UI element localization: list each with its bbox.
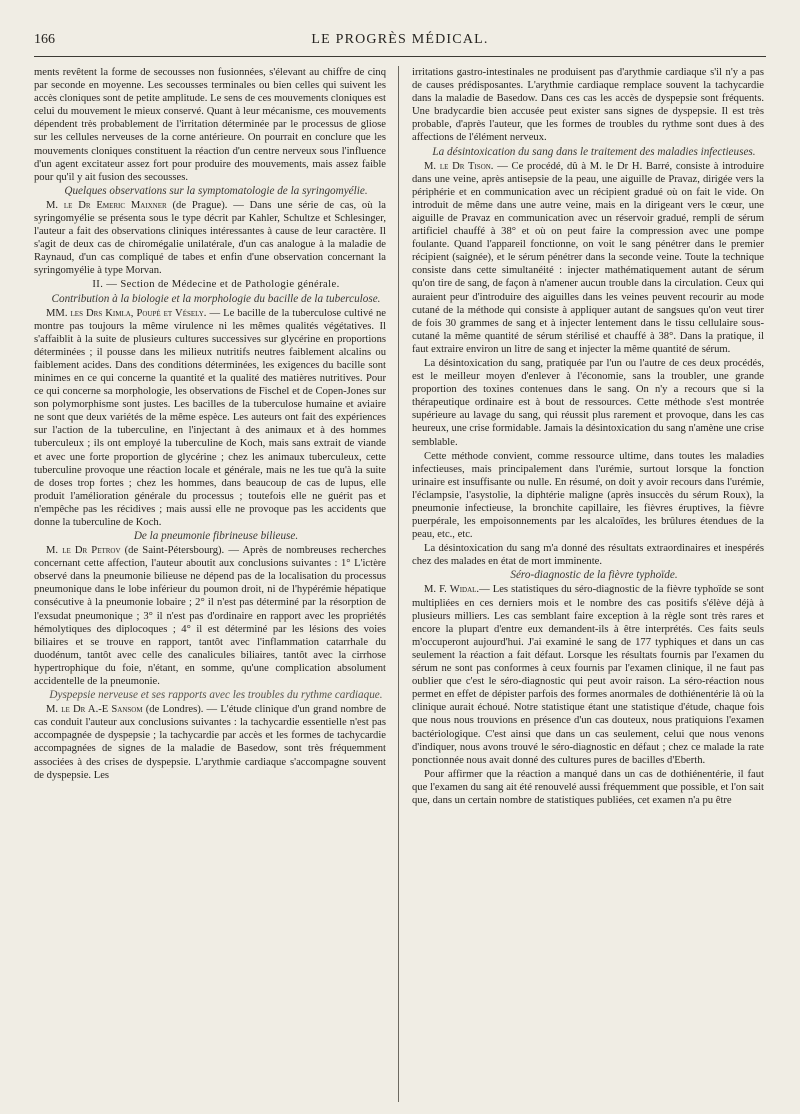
author-name: M. F. Widal. — [424, 584, 480, 596]
author-name: M. le Dr Emeric Maixner — [46, 199, 167, 211]
paragraph: M. le Dr Petrov (de Saint-Pétersbourg). — Après de nombreuses recherches concernant cette affection, l'auteur aboutit aux conclusions suivantes : 1° L'ictère observé dans la pneumonie bilieuse ne dépend pas de la localisation du processus pneumonique dans le lobe inférieur du poumon droit, ni de l'hypérémie hépatique consécutive à la pneumonie lobaire ; 2° il n'est pas déterminé par la résorption de l'exsudat pneumonique ; 3° il n'est pas d'ordinaire en rapport avec les propriétés hémolytiques des diplocoques ; 4° il est déterminé par les lésions des voies biliaires et se trouve en rapport, tantôt avec l'inflammation catarrhale du duodénum, tantôt avec celle des canalicules biliaires, tantôt avec la cirrhose hypertrophique du foie, n'étant, en somme, qu'une complication absolument accidentelle de la pneumonie. — [34, 545, 386, 688]
paragraph: M. le Dr Tison. — Ce procédé, dû à M. le Dr H. Barré, consiste à introduire dans une veine, après antisepsie de la peau, une aiguille de Pravaz, dirigée vers la périphérie et en communication avec un récipient gradué où on fait le vide. On introduit de même dans une autre veine, mais en la dirigeant vers le cœur, une aiguille de Pravaz en communication avec un réservoir gradué, rempli de sérum artificiel chauffé à 38° et où on peut faire la compression avec une pompe foulante. Quand l'appareil fonctionne, on voit le sang pénétrer dans le premier récipient (saignée), et le sérum pénétrer dans la seconde veine. Toute la technique consiste dans cette simultanéité : injecter mathématiquement autant de sérum qu'on tire de sang, de façon à n'amener aucun trouble dans la circulation. Ceux qui auraient peur d'introduire des aiguilles dans les veines peuvent recourir au mode cutané de la méthode qui consiste à appliquer autant de sangsues qu'on veut tirer de fois 30 grammes de sang et à injecter lentement dans le tissu cellulaire sous-cutané la même quantité de sérum stérilisé et chauffé à 38°. Dans la pratique, il faut extraire environ un litre de sang et injecter la même quantité de sérum. — [412, 160, 764, 355]
page-number: 166 — [34, 32, 55, 47]
paragraph: ments revêtent la forme de secousses non fusionnées, s'élevant au chiffre de cinq par seconde en moyenne. Les secousses terminales ou bien celles qui suivent les accès cloniques sont de petite amplitude. Le sens de ces mouvements cloniques est celui du mouvement le mieux conservé. Quant à leur mécanisme, ces mouvements dépendent très probablement de l'irritation déterminée par le processus de gliose sur les cellules nerveuses de la corne antérieure. On pourrait en conclure que les mouvements cloniques constituent la réaction d'un centre nerveux sous l'influence d'un agent excitateur assez fort pour produire des mouvements, mais assez faible pour qu'il y ait fusion des secousses. — [34, 67, 386, 183]
article-heading: Séro-diagnostic de la fièvre typhoïde. — [510, 569, 678, 582]
paragraph: M. le Dr Emeric Maixner (de Prague). — Dans une série de cas, où la syringomyélie se présenta sous le type décrit par Kahler, Schultze et Schlesinger, l'auteur a fait des observations cliniques intéressantes à cause de leur caractère. Il s'agit de deux cas de chiromégalie unilatérale, d'un cas analogue à la maladie de Raynaud, d'un cas compliqué de tabes et enfin d'une observation concernant la syringomyélie à type Morvan. — [34, 199, 386, 277]
column-divider — [398, 66, 399, 1102]
paragraph: La désintoxication du sang, pratiquée par l'un ou l'autre de ces deux procédés, est le meilleur moyen d'enlever à l'économie, sans la troubler, une grande proportion des toxines contenues dans le sang. On n'y a recours que si la thérapeutique ordinaire est à bout de ressources. Cette méthode s'est montrée supérieure au lavage du sang, qui réussit plus rarement et provoque, dans les cas heureux, une crise formidable. Jamais la désintoxication du sang n'amène une crise semblable. — [412, 357, 764, 448]
paragraph: M. F. Widal.— Les statistiques du séro-diagnostic de la fièvre typhoïde se sont multipliées en ces derniers mois et le nombre des cas positifs s'élève déjà à plusieurs milliers. Les cas semblant faire exception à la règle sont très rares et encore la plupart d'entre eux demandent-ils à être interprétés. Ces faits seuls m'occuperont aujourd'hui. J'ai examiné le sang de 177 typhiques et dans un cas seulement la réaction a fait défaut. Lorsque les résultats fournis par l'examen du sérum ne sont pas conformes à ceux fournis par l'examen clinique, il ne faut pas oublier que c'est le séro-diagnostic qui peut avoir raison. La séro-réaction nous permet en effet de dépister parfois des formes anormales de dothiénentérie là où la clinique aurait échoué. Notre statistique étant une statistique d'étude, chaque fois que nous nous trouvions en présence d'un cas douteux, nous pratiquions l'examen bactériologique. C'est ainsi que dans un cas seulement, celui que nous venons d'indiquer, nous avons trouvé le séro-diagnostic en défaut ; chez ce malade la rate ponctionnée nous avait donné des cultures pures de bacilles d'Eberth. — [412, 584, 764, 766]
left-column — [34, 66, 386, 1106]
author-name: M. le Dr Petrov — [46, 545, 121, 557]
article-heading: Contribution à la biologie et la morphologie du bacille de la tuberculose. — [51, 292, 381, 305]
article-heading: De la pneumonie fibrineuse bilieuse. — [133, 530, 299, 543]
header-rule — [34, 56, 766, 57]
page-header — [34, 32, 766, 52]
author-name: MM. les Drs Kimla, Poupé et Vésely. — [46, 307, 207, 319]
article-heading: Dyspepsie nerveuse et ses rapports avec les troubles du rythme cardiaque. — [49, 689, 383, 702]
article-heading: Quelques observations sur la symptomatologie de la syringomyélie. — [64, 184, 368, 197]
section-heading: II. — Section de Médecine et de Pathologie générale. — [92, 279, 340, 291]
journal-title: LE PROGRÈS MÉDICAL. — [311, 32, 489, 47]
paragraph: Cette méthode convient, comme ressource ultime, dans toutes les maladies infectieuses, mais principalement dans l'urémie, surtout lorsque la fonction urinaire est insuffisante ou nulle. En résumé, on doit y avoir recours dans l'urémie, l'éclampsie, l'asystolie, la diphtérie maligne (après insuccès du sérum Roux), la pneumonie infectieuse, la bronchite capillaire, les fièvres éruptives, la fièvre puerpérale, les empoisonnements par les alcaloïdes, les brûlures étendues de la peau, etc., etc. — [412, 450, 764, 541]
right-column — [412, 66, 764, 1106]
paragraph: M. le Dr A.-E Sansom (de Londres). — L'étude clinique d'un grand nombre de cas conduit l'auteur aux conclusions suivantes : la tachycardie essentielle n'est pas accompagnée de dyspepsie ; la tachycardie par accès et les formes de tachycardie accompagnées de signes de la maladie de Basedow, sont très fréquemment associées à des crises de dyspepsie. L'arythmie cardiaque s'accompagne souvent de dyspepsie. Les — [34, 704, 386, 781]
paragraph: MM. les Drs Kimla, Poupé et Vésely. — Le bacille de la tuberculose cultivé ne montre pas toujours la même virulence ni les mêmes qualités végétatives. Il s'affaiblit à la suite de plusieurs cultures successives sur glycérine en proportions déterminées ; il pousse dans les milieux nutritifs neutres faiblement alcalins ou faiblement acides. Dans des conditions déterminées, les exigences du bacille sont minimes en ce qui concerne la quantité et la qualité des matières nutritives. Pour ce qui concerne sa morphologie, les observations de Fischel et de Copen-Jones sur son polymorphisme sont justes. Les bacilles de la tuberculose humaine et aviaire ne sont que deux variétés de la même espèce. Les auteurs ont fait des expériences sur l'action de la tuberculine, en l'injectant à des animaux et à des hommes tuberculeux ; ils ont employé la tuberculine de Koch, mais sans extrait de viande et avec une forte proportion de glycérine ; chez les animaux tuberculeux, cette tuberculine provoque une réaction locale et générale, mais ne les tue qu'à la suite de doses trop fortes ; chez les hommes, dans beaucoup de cas de lupus, elle produit l'amélioration générale du processus ; toutefois elle ne guérit pas et n'empêche pas les récidives ; mais aussi elle ne provoque pas les accidents que donne la tuberculine de Koch. — [34, 307, 386, 528]
author-name: M. le Dr Tison. — [424, 160, 494, 172]
paragraph: irritations gastro-intestinales ne produisent pas d'arythmie cardiaque s'il n'y a pas de causes prédisposantes. L'arythmie cardiaque remplace souvent la tachycardie dans la maladie de Basedow. Dans ces cas les accès de dyspepsie sont fréquents. Une bradycardie bien accusée peut exister sans signes de dyspepsie. Il est très probable, d'après l'auteur, que les formes de troubles du rythme sont dues à des affections de l'élément nerveux. — [412, 67, 764, 144]
author-name: M. le Dr A.-E Sansom — [46, 704, 143, 716]
article-heading: La désintoxication du sang dans le traitement des maladies infectieuses. — [432, 145, 756, 158]
paragraph: Pour affirmer que la réaction a manqué dans un cas de dothiénentérie, il faut que l'examen du sang ait été renouvelé aussi fréquemment que possible, et l'on sait que, dans un certain nombre de statistiques publiées, cet examen n'a pu être — [412, 768, 764, 806]
paragraph: La désintoxication du sang m'a donné des résultats extraordinaires et inespérés chez des malades en état de mort imminente. — [412, 543, 764, 568]
